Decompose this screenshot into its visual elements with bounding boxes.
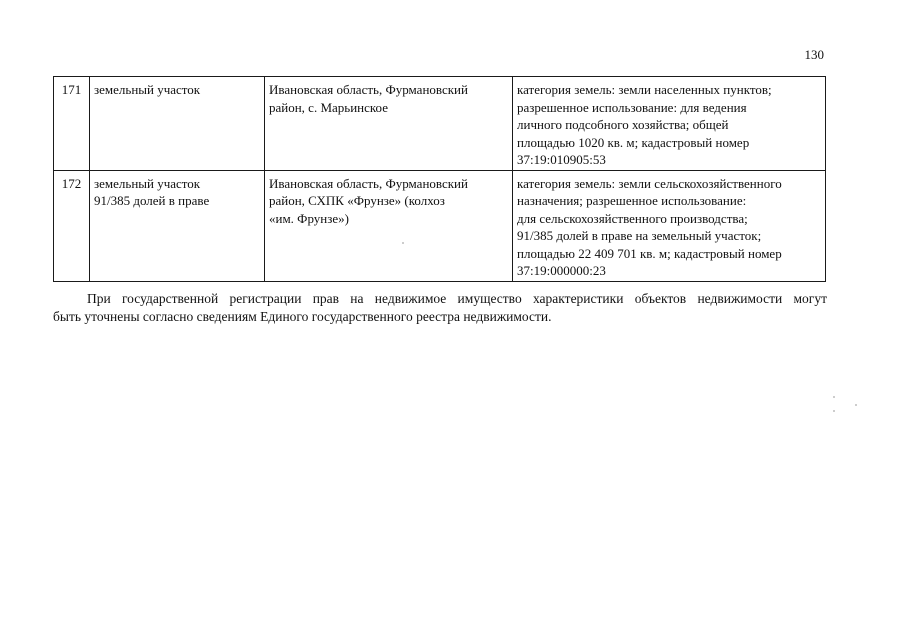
footnote-line: быть уточнены согласно сведениям Единого государственного реестра недвижимости. <box>53 309 552 324</box>
table-row <box>54 77 826 171</box>
property-table <box>53 76 826 282</box>
characteristics-text: 91/385 долей в праве на земельный участок; <box>517 228 762 243</box>
scan-speck <box>855 404 857 406</box>
object-text: 91/385 долей в праве <box>94 193 210 208</box>
characteristics-cell <box>513 77 826 171</box>
scan-speck <box>833 396 835 398</box>
scan-speck <box>833 410 835 412</box>
address-text: район, СХПК «Фрунзе» (колхоз <box>269 193 445 208</box>
scan-speck <box>402 242 404 244</box>
characteristics-text: 37:19:000000:23 <box>517 263 606 278</box>
address-text: Ивановская область, Фурмановский <box>269 175 468 191</box>
characteristics-text: площадью 1020 кв. м; кадастровый номер <box>517 134 750 150</box>
object-cell <box>90 77 265 171</box>
characteristics-text: категория земель: земли сельскохозяйственного <box>517 175 782 191</box>
row-number-cell: 171 <box>54 77 90 171</box>
object-cell <box>90 170 265 281</box>
characteristics-text: личного подсобного хозяйства; общей <box>517 117 729 132</box>
characteristics-text: назначения; разрешенное использование: <box>517 193 747 208</box>
page-number: 130 <box>804 47 824 62</box>
footnote-line: При государственной регистрации прав на недвижимое имущество характеристики объектов недвижимости могут <box>87 291 827 306</box>
address-text: Ивановская область, Фурмановский <box>269 82 468 97</box>
address-cell <box>265 77 513 171</box>
row-number-cell: 172 <box>54 170 90 281</box>
address-text: «им. Фрунзе») <box>269 210 349 226</box>
characteristics-text: разрешенное использование: для ведения <box>517 99 747 115</box>
address-text: район, с. Марьинское <box>269 99 388 115</box>
characteristics-text: для сельскохозяйственного производства; <box>517 210 748 226</box>
characteristics-text: площадью 22 409 701 кв. м; кадастровый номер <box>517 245 782 261</box>
characteristics-cell <box>513 170 826 281</box>
object-text: земельный участок <box>94 82 201 97</box>
characteristics-text: категория земель: земли населенных пунктов; <box>517 82 772 97</box>
address-cell <box>265 170 513 281</box>
characteristics-text: 37:19:010905:53 <box>517 152 606 167</box>
object-text: земельный участок <box>94 175 201 191</box>
table-row <box>54 170 826 281</box>
footnote-paragraph <box>53 290 827 326</box>
